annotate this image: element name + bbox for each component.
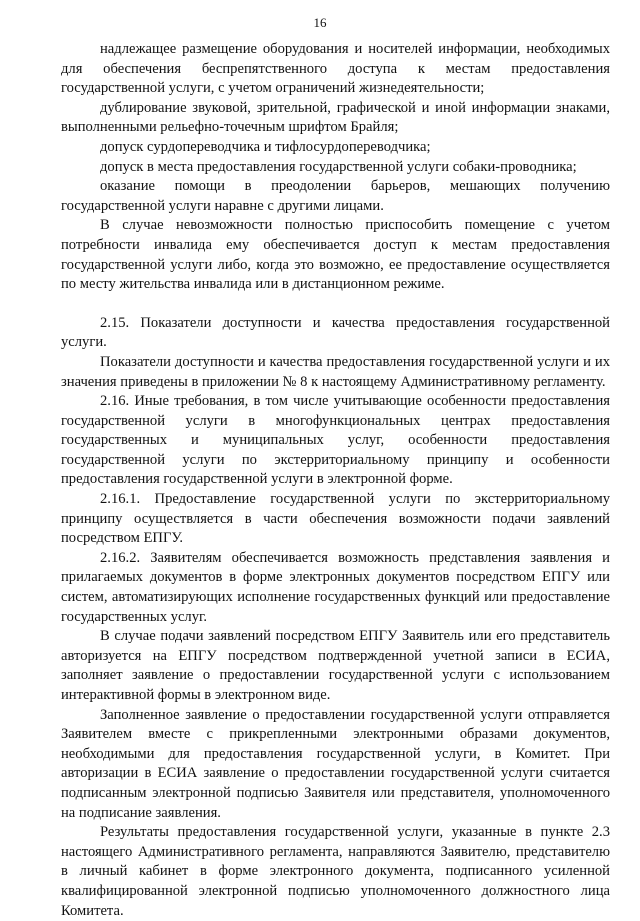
paragraph-indicators-appendix: Показатели доступности и качества предоставления государственной услуги и их значения приведены в приложении № 8 к настоящему Административному регламенту. [61, 353, 610, 390]
paragraph-epgu-submission: В случае подачи заявлений посредством ЕПГУ Заявитель или его представитель авторизуется на ЕПГУ посредством подтвержденной учетной записи в ЕСИА, заполняет заявление о предоставлении государственной услуги с использованием интерактивной формы в электронном виде. [61, 628, 610, 703]
paragraph-results-delivery: Результаты предоставления государственной услуги, указанные в пункте 2.3 настоящего Административного регламента, направляются Заявителю, представителю в личный кабинет в форме электронного документа, подписанного усиленной квалифицированной электронной подписью уполномоченного должностного лица Комитета. [61, 824, 610, 919]
paragraph-remote-provision: В случае невозможности полностью приспособить помещение с учетом потребности инвалида ему обеспечивается доступ к местам предоставления государственной услуги либо, когда это возможно, ее предоставление осуществляется по месту жительства инвалида или в дистанционном режиме. [61, 217, 610, 293]
paragraph-guide-dog: допуск в места предоставления государственной услуги собаки-проводника; [100, 158, 577, 175]
paragraph-section-2-16-1: 2.16.1. Предоставление государственной услуги по экстерриториальному принципу осуществляется в части обеспечения возможности подачи заявлений посредством ЕПГУ. [61, 491, 610, 547]
page-number: 16 [313, 15, 327, 30]
paragraph-completed-application: Заполненное заявление о предоставлении государственной услуги отправляется Заявителем вместе с прикрепленными электронными образами документов, необходимыми для предоставления государственной услуги, в Комитет. При авторизации в ЕСИА заявление о предоставлении государственной услуги считается подписанным электронной подписью Заявителя или представителя, уполномоченного на подписание заявления. [61, 706, 610, 821]
paragraph-sign-interpreter: допуск сурдопереводчика и тифлосурдопереводчика; [100, 138, 431, 155]
paragraph-equipment-placement: надлежащее размещение оборудования и носителей информации, необходимых для обеспечения беспрепятственного доступа к местам предоставления государственной услуги, с учетом ограничений жизнедеятельности; [61, 41, 610, 97]
paragraph-section-2-16: 2.16. Иные требования, в том числе учитывающие особенности предоставления государственной услуги в многофункциональных центрах предоставления государственных и муниципальных услуг, особенности предоставления государственной услуги по экстерриториальному принципу и особенности предоставления государственной услуги в электронной форме. [61, 393, 610, 488]
paragraph-section-2-15: 2.15. Показатели доступности и качества предоставления государственной услуги. [61, 314, 610, 351]
paragraph-section-2-16-2: 2.16.2. Заявителям обеспечивается возможность представления заявления и прилагаемых документов в форме электронных документов посредством ЕПГУ или систем, автоматизирующих исполнение государственных функций или предоставление государственных услуг. [61, 549, 610, 625]
paragraph-barrier-assistance: оказание помощи в преодолении барьеров, мешающих получению государственной услуги наравне с другими лицами. [61, 178, 610, 214]
paragraph-braille-duplication: дублирование звуковой, зрительной, графической и иной информации знаками, выполненными рельефно-точечным шрифтом Брайля; [61, 99, 610, 136]
body-text [61, 40, 610, 921]
